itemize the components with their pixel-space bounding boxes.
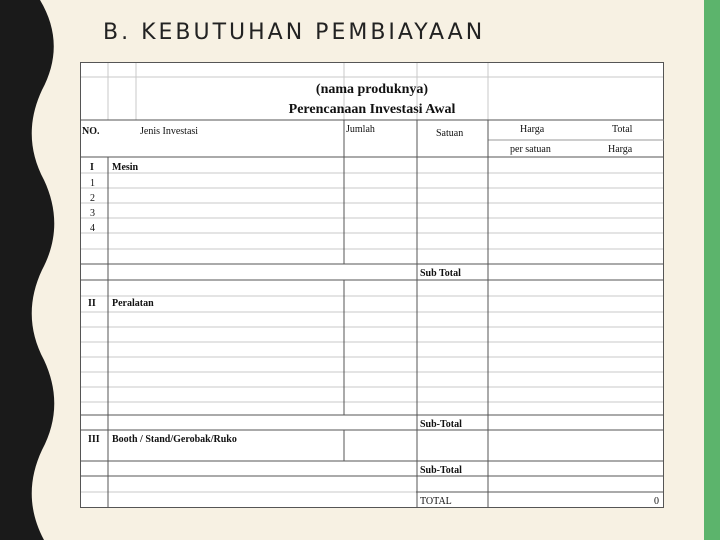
accent-bar — [704, 0, 720, 540]
header-total-harga: Harga — [608, 144, 633, 155]
header-satuan: Satuan — [436, 128, 464, 139]
section-peralatan-label: Peralatan — [112, 298, 154, 309]
table-title: Perencanaan Investasi Awal — [288, 102, 456, 117]
total-value: 0 — [654, 496, 659, 507]
header-jenis-investasi: Jenis Investasi — [140, 126, 199, 137]
section-mesin-no: I — [90, 162, 94, 173]
product-name-caption: (nama produknya) — [315, 82, 429, 97]
subtotal-3-label: Sub-Total — [420, 465, 462, 476]
header-per-satuan: per satuan — [510, 144, 551, 155]
section-mesin-label: Mesin — [112, 162, 139, 173]
slide-title: B. KEBUTUHAN PEMBIAYAAN — [103, 20, 486, 45]
section-booth-no: III — [88, 434, 100, 445]
total-label: TOTAL — [420, 496, 452, 507]
list-item: 4 — [90, 223, 95, 234]
header-total: Total — [612, 124, 633, 135]
header-no: NO. — [82, 126, 100, 137]
list-item: 2 — [90, 193, 95, 204]
header-jumlah: Jumlah — [346, 124, 375, 135]
section-peralatan-no: II — [88, 298, 96, 309]
subtotal-2-label: Sub-Total — [420, 419, 462, 430]
subtotal-1-label: Sub Total — [420, 268, 461, 279]
decorative-wave-border — [0, 0, 60, 540]
investment-table — [80, 62, 664, 508]
header-harga: Harga — [520, 124, 545, 135]
list-item: 3 — [90, 208, 95, 219]
section-booth-label: Booth / Stand/Gerobak/Ruko — [112, 434, 237, 445]
list-item: 1 — [90, 178, 95, 189]
